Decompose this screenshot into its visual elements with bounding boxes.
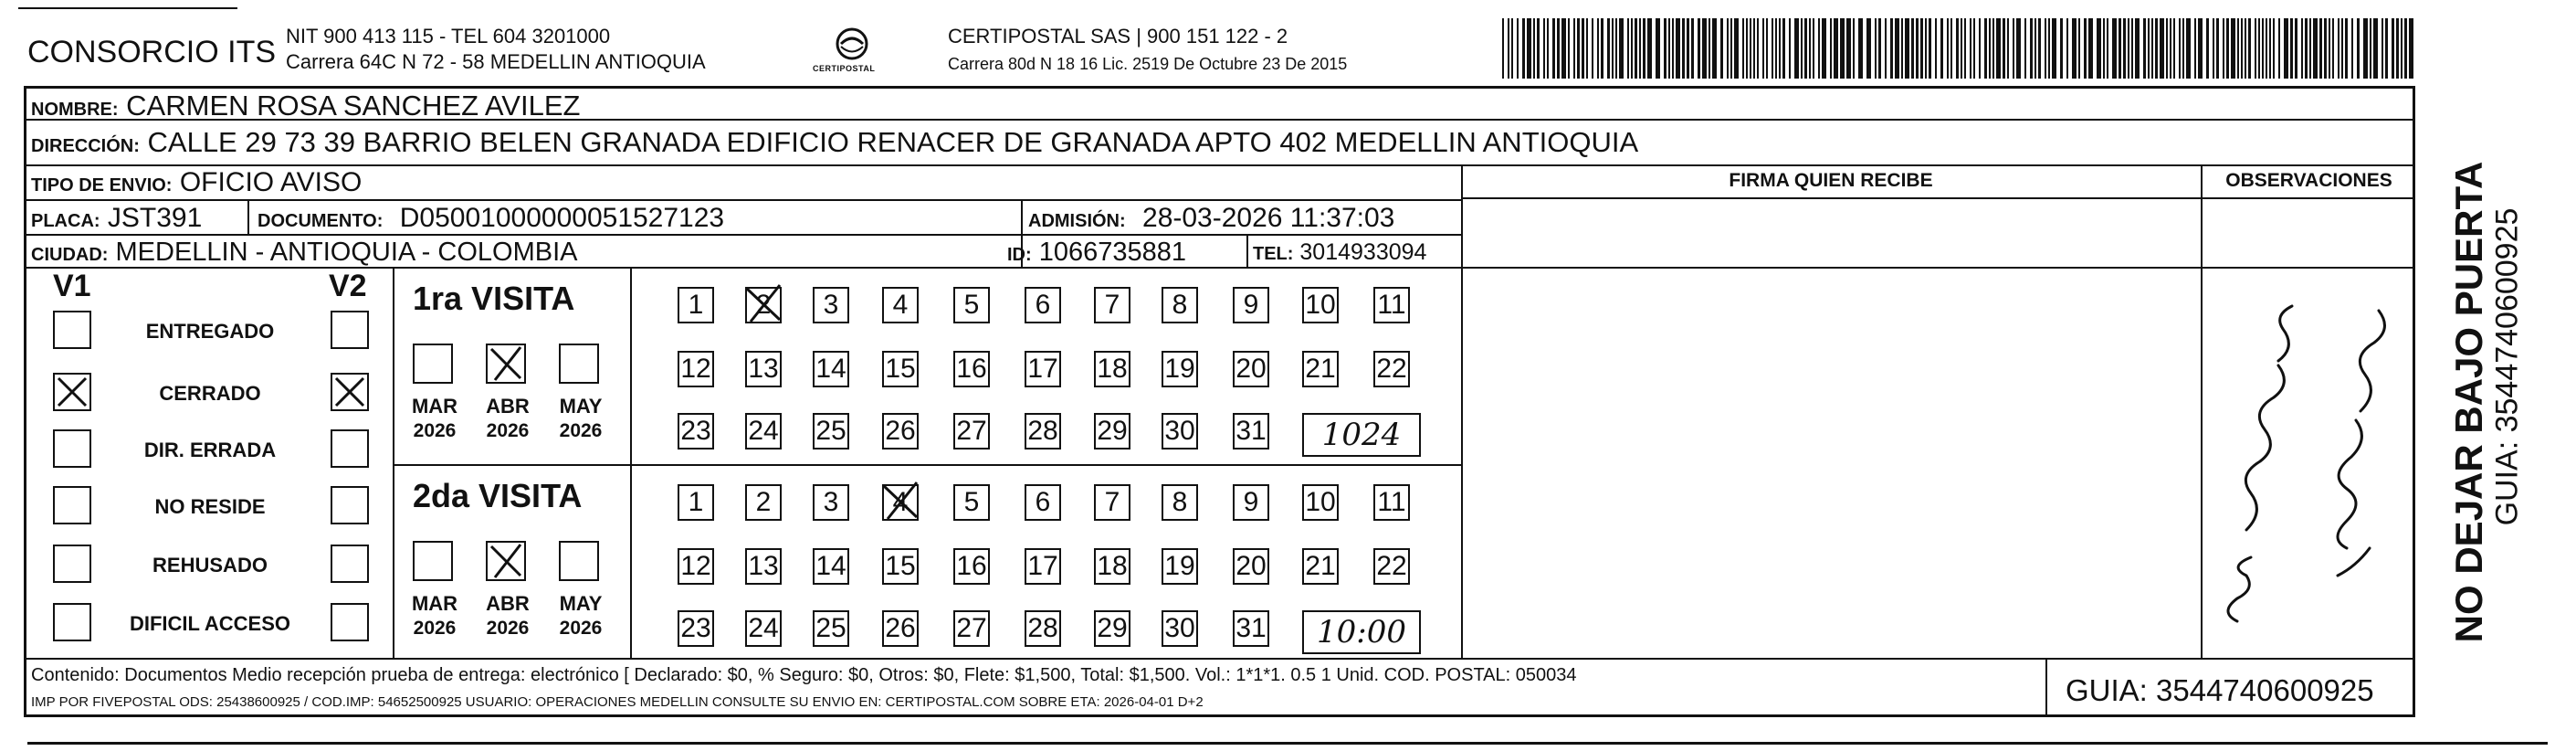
day-number: 17 xyxy=(1027,354,1058,384)
day-number: 25 xyxy=(815,613,846,643)
day-number: 6 xyxy=(1035,487,1051,517)
month-name: MAY xyxy=(559,592,603,615)
day-number: 23 xyxy=(680,416,711,446)
day-number: 25 xyxy=(815,416,846,446)
day-number: 12 xyxy=(680,551,711,581)
x-mark-icon xyxy=(55,375,89,409)
day-cell[interactable] xyxy=(678,413,714,450)
day-number: 20 xyxy=(1235,551,1267,581)
day-number: 8 xyxy=(1172,290,1188,320)
day-number: 13 xyxy=(748,354,779,384)
admission-row xyxy=(1028,203,1394,234)
day-number: 30 xyxy=(1164,613,1195,643)
day-number: 18 xyxy=(1097,551,1128,581)
month-name: ABR xyxy=(486,395,530,418)
day-number: 28 xyxy=(1027,613,1058,643)
v1-checkbox[interactable] xyxy=(53,603,91,641)
day-number: 8 xyxy=(1172,487,1188,517)
day-cell[interactable] xyxy=(953,484,990,521)
day-cell[interactable] xyxy=(813,287,849,323)
day-cell[interactable] xyxy=(1025,287,1061,323)
day-number: 30 xyxy=(1164,416,1195,446)
day-number: 9 xyxy=(1243,290,1259,320)
day-number: 28 xyxy=(1027,416,1058,446)
v1-checkbox[interactable] xyxy=(53,311,91,349)
v2-checkbox[interactable] xyxy=(331,603,369,641)
carrier-address: Carrera 80d N 18 16 Lic. 2519 De Octubre 23 De 2015 xyxy=(948,55,1348,73)
day-cell[interactable] xyxy=(813,413,849,450)
day-cell[interactable] xyxy=(1373,287,1410,323)
x-mark-icon xyxy=(880,481,920,521)
day-number: 1 xyxy=(688,290,704,320)
document-number: D05001000000051527123 xyxy=(399,203,725,233)
month-checkbox[interactable] xyxy=(559,344,599,384)
certipostal-logo xyxy=(811,24,893,79)
day-number: 11 xyxy=(1377,487,1406,517)
day-cell[interactable] xyxy=(1302,351,1339,387)
day-number: 21 xyxy=(1305,551,1336,581)
day-cell[interactable] xyxy=(678,484,714,521)
day-number: 6 xyxy=(1035,290,1051,320)
status-option-label: CERRADO xyxy=(159,382,261,405)
id-row xyxy=(1007,238,1186,268)
day-number: 3 xyxy=(823,290,839,320)
day-cell[interactable] xyxy=(953,413,990,450)
day-number: 23 xyxy=(680,613,711,643)
day-cell[interactable] xyxy=(953,610,990,647)
day-cell[interactable] xyxy=(1094,484,1130,521)
day-number: 7 xyxy=(1104,290,1120,320)
month-checkbox[interactable] xyxy=(413,541,453,581)
day-number: 22 xyxy=(1376,354,1407,384)
city-label: CIUDAD: xyxy=(31,245,109,265)
day-number: 4 xyxy=(892,487,909,517)
admission-label: ADMISIÓN: xyxy=(1028,211,1126,231)
day-cell[interactable] xyxy=(1302,287,1339,323)
day-cell[interactable] xyxy=(1094,351,1130,387)
company-name: CONSORCIO ITS xyxy=(27,35,277,69)
company-address: Carrera 64C N 72 - 58 MEDELLIN ANTIOQUIA xyxy=(286,50,706,73)
side-guia: GUIA: 3544740600925 xyxy=(2489,207,2525,526)
month-name: MAR xyxy=(411,592,458,615)
handwritten-signature xyxy=(2210,274,2411,649)
day-cell[interactable] xyxy=(953,351,990,387)
day-number: 27 xyxy=(956,416,987,446)
v2-checkbox[interactable] xyxy=(331,486,369,524)
status-option-label: ENTREGADO xyxy=(145,320,275,343)
day-number: 21 xyxy=(1305,354,1336,384)
day-cell[interactable] xyxy=(882,484,919,521)
day-cell[interactable] xyxy=(813,610,849,647)
day-number: 17 xyxy=(1027,551,1058,581)
day-cell[interactable] xyxy=(882,287,919,323)
v1-checkbox[interactable] xyxy=(53,373,91,411)
v2-checkbox[interactable] xyxy=(331,429,369,468)
v2-label: V2 xyxy=(329,269,367,303)
day-cell[interactable] xyxy=(678,610,714,647)
day-number: 15 xyxy=(885,354,916,384)
day-number: 1 xyxy=(688,487,704,517)
name-label: NOMBRE: xyxy=(31,100,119,120)
month-name: MAR xyxy=(411,395,458,418)
day-cell[interactable] xyxy=(1025,484,1061,521)
time-cell[interactable] xyxy=(1302,610,1421,654)
v1-checkbox[interactable] xyxy=(53,545,91,583)
v2-checkbox[interactable] xyxy=(331,373,369,411)
day-cell[interactable] xyxy=(1162,287,1198,323)
day-cell[interactable] xyxy=(1302,548,1339,585)
signature-label: FIRMA QUIEN RECIBE xyxy=(1729,170,1933,191)
month-name: MAY xyxy=(559,395,603,418)
day-cell[interactable] xyxy=(1025,548,1061,585)
day-cell[interactable] xyxy=(882,610,919,647)
id-label: ID: xyxy=(1007,245,1032,265)
day-number: 24 xyxy=(748,416,779,446)
recipient-address: CALLE 29 73 39 BARRIO BELEN GRANADA EDIFICIO RENACER DE GRANADA APTO 402 MEDELLIN ANTIOQUIA xyxy=(147,126,1639,158)
day-cell[interactable] xyxy=(745,351,782,387)
day-number: 19 xyxy=(1164,354,1195,384)
v2-checkbox[interactable] xyxy=(331,311,369,349)
send-type: OFICIO AVISO xyxy=(179,167,363,197)
observations-label: OBSERVACIONES xyxy=(2225,170,2392,191)
day-cell[interactable] xyxy=(953,287,990,323)
day-cell[interactable] xyxy=(745,287,782,323)
day-cell[interactable] xyxy=(882,351,919,387)
footer-contents: Contenido: Documentos Medio recepción prueba de entrega: electrónico [ Declarado: $0, % Seguro: $0, Otros: $0, Flete: $1,500, Total: $1,500. Vol.: 1*1*1. 0.5 1 Unid. COD. POSTAL: 050034 xyxy=(31,665,1577,685)
plate-row xyxy=(31,203,202,234)
day-cell[interactable] xyxy=(1233,548,1269,585)
day-number: 14 xyxy=(815,551,846,581)
day-number: 27 xyxy=(956,613,987,643)
day-number: 14 xyxy=(815,354,846,384)
day-number: 26 xyxy=(885,416,916,446)
day-cell[interactable] xyxy=(1094,287,1130,323)
day-number: 31 xyxy=(1235,416,1267,446)
send-type-label: TIPO DE ENVIO: xyxy=(31,175,173,196)
month-checkbox[interactable] xyxy=(559,541,599,581)
month-year: 2026 xyxy=(559,618,603,639)
visit-title: 1ra VISITA xyxy=(413,280,575,317)
day-cell[interactable] xyxy=(1233,484,1269,521)
day-number: 26 xyxy=(885,613,916,643)
day-cell[interactable] xyxy=(1373,351,1410,387)
day-number: 2 xyxy=(755,487,772,517)
recipient-name: CARMEN ROSA SANCHEZ AVILEZ xyxy=(126,90,581,122)
day-number: 20 xyxy=(1235,354,1267,384)
day-cell[interactable] xyxy=(1162,351,1198,387)
day-cell[interactable] xyxy=(1094,548,1130,585)
month-year: 2026 xyxy=(559,420,603,441)
day-number: 13 xyxy=(748,551,779,581)
day-cell[interactable] xyxy=(678,351,714,387)
day-cell[interactable] xyxy=(882,548,919,585)
month-year: 2026 xyxy=(486,420,530,441)
day-cell[interactable] xyxy=(813,351,849,387)
company-nit: NIT 900 413 115 - TEL 604 3201000 xyxy=(286,25,611,48)
tel-number: 3014933094 xyxy=(1299,239,1427,265)
day-number: 19 xyxy=(1164,551,1195,581)
status-option-label: NO RESIDE xyxy=(154,495,266,518)
tel-label: TEL: xyxy=(1253,244,1294,264)
header xyxy=(0,0,2576,82)
barcode xyxy=(1500,18,2413,79)
footer-imp: IMP POR FIVEPOSTAL ODS: 25438600925 / COD.IMP: 54652500925 USUARIO: OPERACIONES MEDELLIN CONSULTE SU ENVIO EN: CERTIPOSTAL.COM SOBRE ETA: 2026-04-01 D+2 xyxy=(31,694,1204,710)
status-option-label: DIR. ERRADA xyxy=(143,439,277,461)
day-cell[interactable] xyxy=(1025,413,1061,450)
visit-title: 2da VISITA xyxy=(413,477,583,514)
send-type-row xyxy=(31,167,362,198)
day-number: 18 xyxy=(1097,354,1128,384)
status-option-label: DIFICIL ACCESO xyxy=(129,612,290,635)
month-checkbox[interactable] xyxy=(413,344,453,384)
month-year: 2026 xyxy=(413,420,457,441)
day-cell[interactable] xyxy=(1302,484,1339,521)
day-number: 12 xyxy=(680,354,711,384)
day-cell[interactable] xyxy=(1373,548,1410,585)
day-cell[interactable] xyxy=(1162,413,1198,450)
carrier-name: CERTIPOSTAL SAS | 900 151 122 - 2 xyxy=(948,25,1288,48)
footer-guia: GUIA: 3544740600925 xyxy=(2066,673,2374,707)
month-checkbox[interactable] xyxy=(486,344,526,384)
tel-row xyxy=(1253,239,1426,266)
month-year: 2026 xyxy=(486,618,530,639)
day-cell[interactable] xyxy=(1373,484,1410,521)
day-number: 2 xyxy=(755,290,772,320)
month-name: ABR xyxy=(486,592,530,615)
handwritten-time: 1024 xyxy=(1321,417,1402,453)
v1-label: V1 xyxy=(53,269,91,303)
v2-checkbox[interactable] xyxy=(331,545,369,583)
v1-checkbox[interactable] xyxy=(53,429,91,468)
day-number: 9 xyxy=(1243,487,1259,517)
month-year: 2026 xyxy=(413,618,457,639)
plate-label: PLACA: xyxy=(31,211,100,231)
address-label: DIRECCIÓN: xyxy=(31,136,140,156)
day-cell[interactable] xyxy=(745,610,782,647)
day-cell[interactable] xyxy=(745,413,782,450)
day-cell[interactable] xyxy=(1162,548,1198,585)
day-cell[interactable] xyxy=(813,484,849,521)
day-cell[interactable] xyxy=(1233,287,1269,323)
day-number: 4 xyxy=(892,290,909,320)
x-mark-icon xyxy=(743,283,783,323)
day-number: 5 xyxy=(963,487,980,517)
day-number: 10 xyxy=(1305,487,1336,517)
month-checkbox[interactable] xyxy=(486,541,526,581)
day-cell[interactable] xyxy=(1025,610,1061,647)
day-number: 31 xyxy=(1235,613,1267,643)
name-row xyxy=(31,90,580,122)
city-row xyxy=(31,238,578,268)
day-number: 29 xyxy=(1097,613,1128,643)
day-cell[interactable] xyxy=(678,287,714,323)
document-row xyxy=(258,203,724,234)
day-cell[interactable] xyxy=(1162,484,1198,521)
time-cell[interactable] xyxy=(1302,413,1421,457)
admission-date: 28-03-2026 11:37:03 xyxy=(1142,203,1395,233)
day-cell[interactable] xyxy=(745,484,782,521)
day-number: 29 xyxy=(1097,416,1128,446)
day-number: 16 xyxy=(956,551,987,581)
x-mark-icon xyxy=(488,345,524,382)
day-cell[interactable] xyxy=(1025,351,1061,387)
day-cell[interactable] xyxy=(745,548,782,585)
day-cell[interactable] xyxy=(1162,610,1198,647)
day-number: 3 xyxy=(823,487,839,517)
day-cell[interactable] xyxy=(1094,610,1130,647)
day-number: 15 xyxy=(885,551,916,581)
handwritten-time: 10:00 xyxy=(1317,614,1406,651)
status-option-label: REHUSADO xyxy=(152,554,268,576)
day-cell[interactable] xyxy=(1233,610,1269,647)
day-cell[interactable] xyxy=(1233,413,1269,450)
day-number: 22 xyxy=(1376,551,1407,581)
day-number: 10 xyxy=(1305,290,1336,320)
day-cell[interactable] xyxy=(678,548,714,585)
day-number: 11 xyxy=(1377,290,1406,320)
address-row xyxy=(31,126,1638,159)
logo-text: CERTIPOSTAL xyxy=(813,64,876,73)
day-cell[interactable] xyxy=(882,413,919,450)
side-text xyxy=(2420,82,2529,722)
day-cell[interactable] xyxy=(1233,351,1269,387)
day-number: 16 xyxy=(956,354,987,384)
day-cell[interactable] xyxy=(1094,413,1130,450)
day-number: 5 xyxy=(963,290,980,320)
id-number: 1066735881 xyxy=(1038,238,1187,267)
no-dejar-bajo-puerta: NO DEJAR BAJO PUERTA xyxy=(2447,161,2490,643)
x-mark-icon xyxy=(488,543,524,579)
city: MEDELLIN - ANTIOQUIA - COLOMBIA xyxy=(115,238,578,267)
day-cell[interactable] xyxy=(813,548,849,585)
document-label: DOCUMENTO: xyxy=(258,211,384,231)
day-number: 7 xyxy=(1104,487,1120,517)
x-mark-icon xyxy=(332,375,367,409)
day-number: 24 xyxy=(748,613,779,643)
v1-checkbox[interactable] xyxy=(53,486,91,524)
plate: JST391 xyxy=(107,203,203,233)
day-cell[interactable] xyxy=(953,548,990,585)
